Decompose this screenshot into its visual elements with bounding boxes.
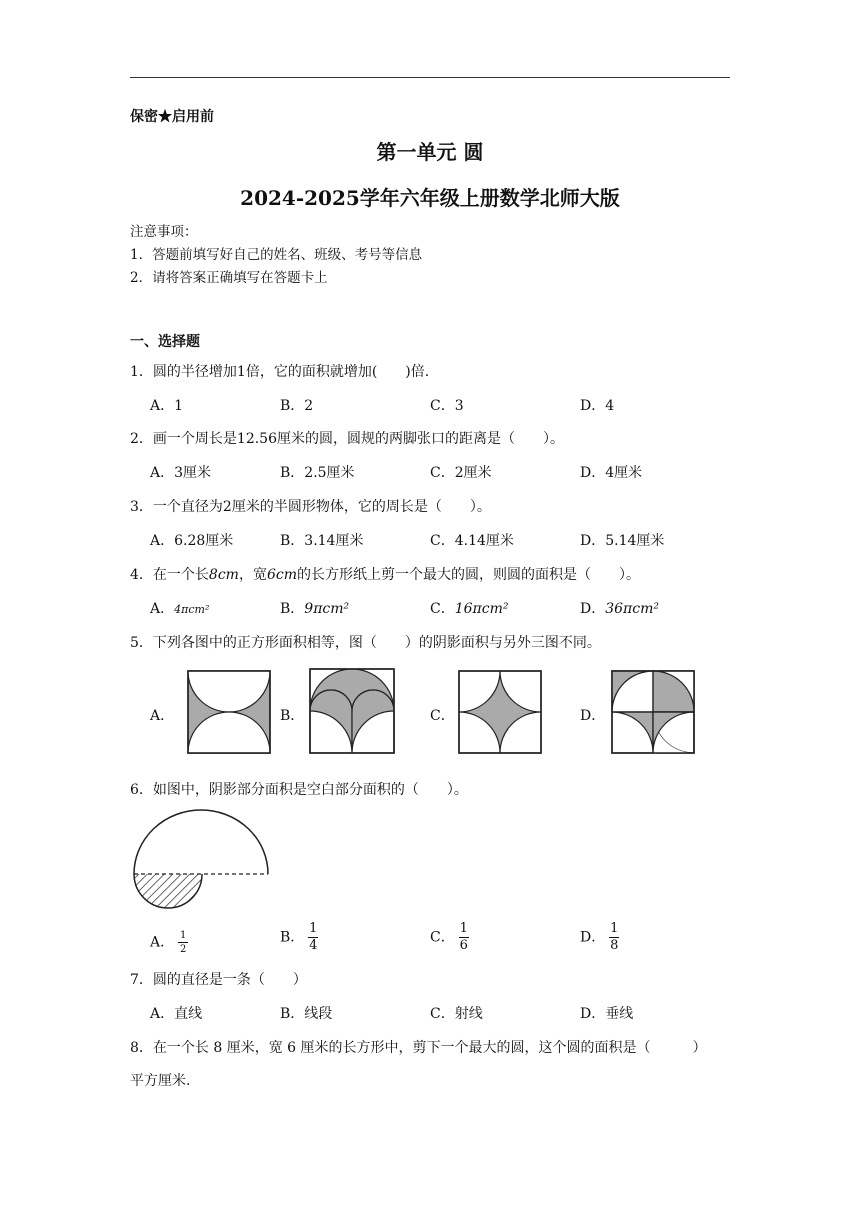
question-5-stem: 5．下列各图中的正方形面积相等，图（ ）的阴影面积与另外三图不同。 (130, 635, 601, 651)
q1-option-a: A．1 (150, 398, 184, 414)
secret-mark: 保密★启用前 (130, 109, 214, 125)
q5-option-b: B． (280, 708, 305, 724)
q6-a-denominator: 2 (179, 944, 187, 955)
q4-stem-part-c: ，宽 (238, 567, 267, 583)
unit-title: 第一单元 圆 (376, 140, 484, 164)
question-4-stem (130, 564, 640, 584)
q7-option-c: C．射线 (430, 1006, 483, 1022)
q4-option-c-math: 16πcm² (454, 601, 509, 617)
q6-d-denominator: 8 (610, 938, 619, 953)
question-7-stem: 7．圆的直径是一条（ ） (130, 972, 307, 988)
question-3-stem: 3．一个直径为2厘米的半圆形物体，它的周长是（ ）。 (130, 499, 491, 515)
q6-option-b (280, 922, 318, 953)
q3-option-d: D．5.14厘米 (580, 533, 665, 549)
q2-option-b: B．2.5厘米 (280, 465, 355, 481)
q5-option-c: C． (430, 708, 455, 724)
q4-option-b-math: 9πcm² (304, 601, 350, 617)
q6-option-d (580, 922, 619, 953)
q5-option-a: A． (150, 708, 175, 724)
question-6-stem: 6．如图中，阴影部分面积是空白部分面积的（ ）。 (130, 782, 468, 798)
notes-title: 注意事项： (130, 224, 198, 240)
q5-figure-a (187, 670, 271, 754)
q4-width-value: 6cm (266, 567, 297, 583)
question-8-stem-line2: 平方厘米. (130, 1073, 191, 1089)
section-title: 一、选择题 (130, 334, 200, 350)
q5-figure-c (458, 670, 542, 754)
q6-option-d-label: D． (580, 929, 606, 946)
q4-option-a-label: A． (150, 601, 175, 617)
q4-stem-part-a: 4．在一个长 (130, 567, 209, 583)
page-subtitle: 2024-2025学年六年级上册数学北师大版 (240, 186, 620, 210)
q6-b-denominator: 4 (309, 938, 318, 953)
q1-option-c: C．3 (430, 398, 464, 414)
q6-option-b-label: B． (280, 929, 305, 946)
header-rule (130, 77, 730, 78)
q7-option-d: D．垂线 (580, 1006, 634, 1022)
q6-c-numerator: 1 (459, 921, 468, 936)
fraction-bar (178, 942, 188, 943)
q1-option-d: D．4 (580, 398, 615, 414)
q4-stem-part-e: 的长方形纸上剪一个最大的圆，则圆的面积是（ ）。 (296, 567, 640, 583)
q6-c-denominator: 6 (459, 938, 468, 953)
q6-option-c-label: C． (430, 929, 455, 946)
q4-option-a (150, 598, 209, 618)
q2-option-c: C．2厘米 (430, 465, 492, 481)
q3-option-c: C．4.14厘米 (430, 533, 514, 549)
q1-option-b: B．2 (280, 398, 314, 414)
q7-option-b: B．线段 (280, 1006, 333, 1022)
q3-option-a: A．6.28厘米 (150, 533, 234, 549)
q6-option-c-fraction (459, 922, 469, 953)
q4-option-d-label: D． (580, 601, 606, 617)
note-item-2: 2．请将答案正确填写在答题卡上 (130, 270, 328, 286)
q5-figure-d (611, 670, 695, 754)
q5-option-d: D． (580, 708, 606, 724)
question-1-stem: 1．圆的半径增加1倍，它的面积就增加( )倍. (130, 364, 430, 380)
q3-option-b: B．3.14厘米 (280, 533, 364, 549)
q2-option-a: A．3厘米 (150, 465, 212, 481)
q6-b-numerator: 1 (309, 921, 318, 936)
q4-option-b (280, 598, 349, 618)
q6-option-a-label: A． (150, 934, 175, 951)
q4-option-c-label: C． (430, 601, 455, 617)
q4-option-d-math: 36πcm² (605, 601, 659, 617)
q6-d-numerator: 1 (610, 921, 619, 936)
q5-figure-b (309, 668, 395, 754)
q4-option-a-math: 4πcm² (174, 603, 210, 616)
q4-option-d (580, 598, 659, 618)
q6-option-a-fraction (178, 930, 188, 955)
q4-option-c (430, 598, 508, 618)
note-item-1: 1．答题前填写好自己的姓名、班级、考号等信息 (130, 247, 423, 263)
q7-option-a: A．直线 (150, 1006, 203, 1022)
q6-semicircle-figure (130, 806, 272, 914)
question-2-stem: 2．画一个周长是12.56厘米的圆，圆规的两脚张口的距离是（ ）。 (130, 431, 564, 447)
q2-option-d: D．4厘米 (580, 465, 643, 481)
q6-option-d-fraction (609, 922, 619, 953)
question-8-stem-line1: 8．在一个长 8 厘米，宽 6 厘米的长方形中，剪下一个最大的圆，这个圆的面积是（ ） (130, 1040, 707, 1056)
q6-a-numerator: 1 (179, 930, 187, 941)
q6-option-a (150, 930, 188, 955)
q4-length-value: 8cm (208, 567, 239, 583)
q4-option-b-label: B． (280, 601, 305, 617)
q6-option-c (430, 922, 469, 953)
q6-option-b-fraction (308, 922, 318, 953)
